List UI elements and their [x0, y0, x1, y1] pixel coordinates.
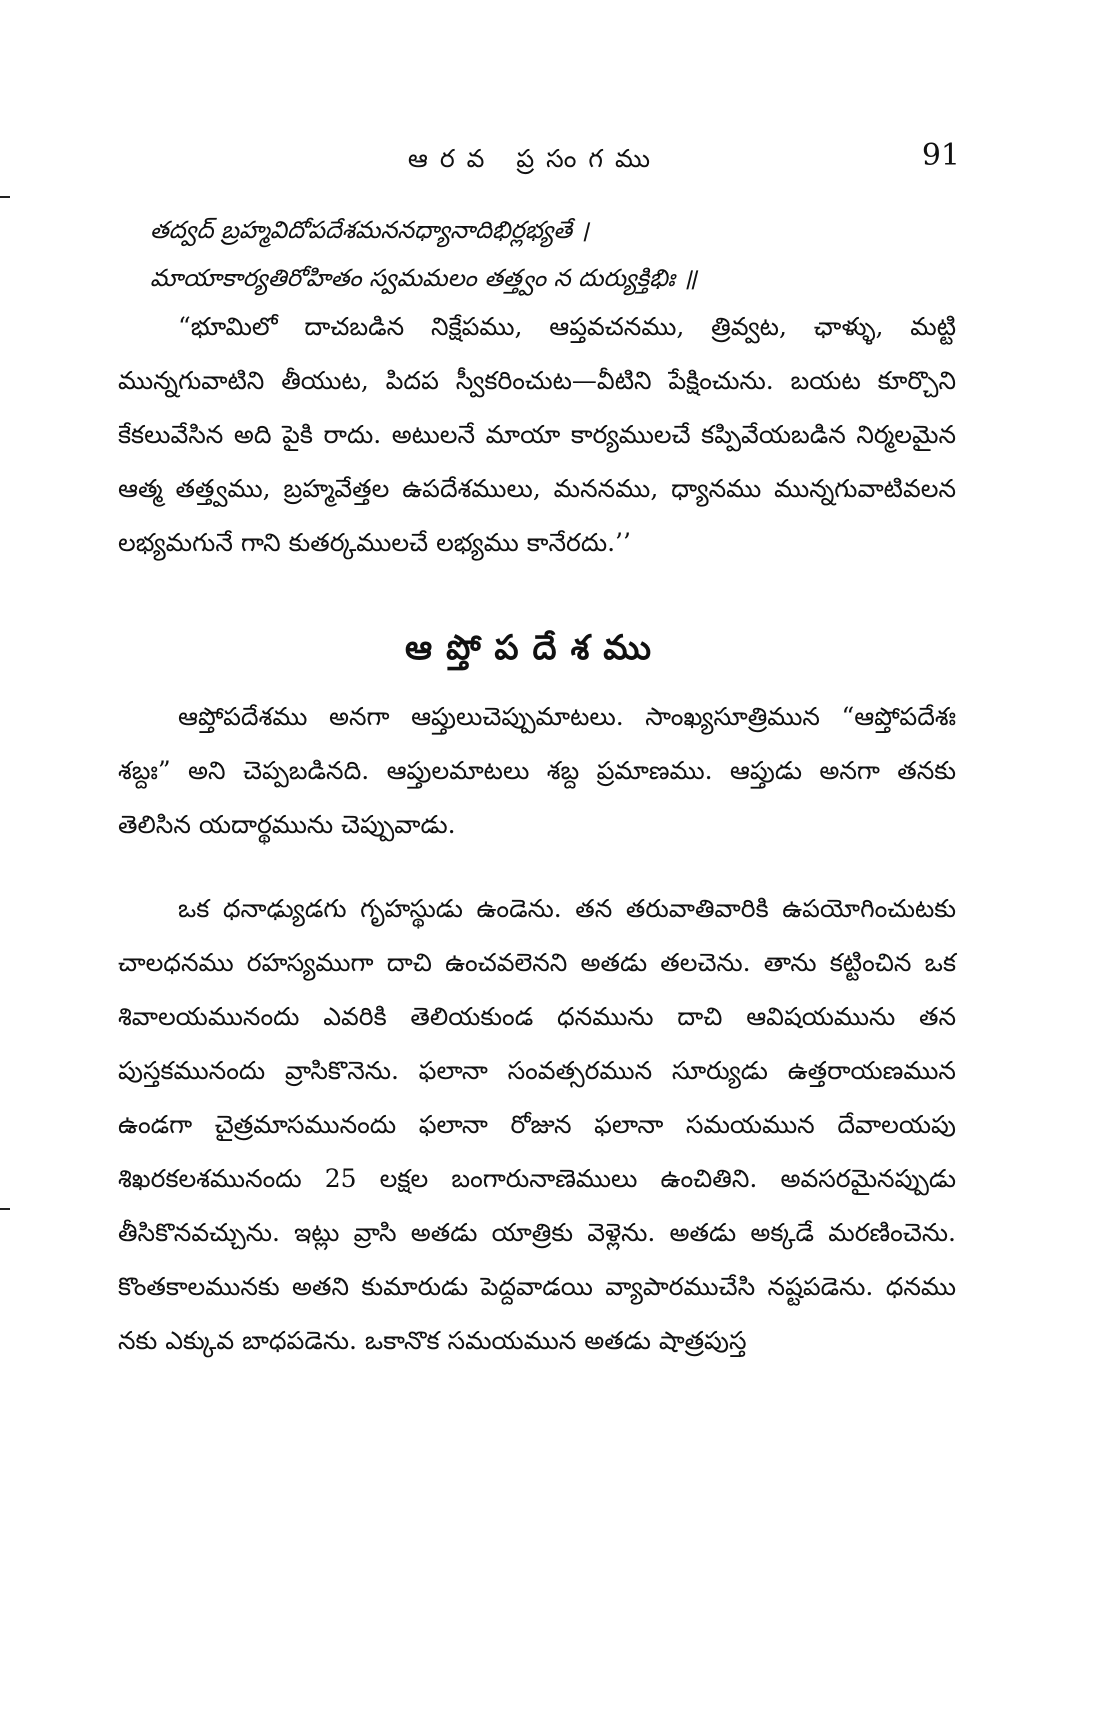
section-heading: ఆప్తోపదేశము	[404, 628, 666, 668]
paragraph-1: ఆప్తోపదేశము అనగా ఆప్తులుచెప్పుమాటలు. సాంఖ్యసూత్రిమున “ఆప్తోపదేశః శబ్దః” అని చెప్పబడినది. ఆప్తులమాటలు శబ్ద ప్రమాణము. ఆప్తుడు అనగా తనకు తెలిసిన యదార్థమును చెప్పువాడు.	[118, 702, 956, 839]
sanskrit-verse	[150, 206, 930, 302]
running-title: ఆరవ ప్రసంగము	[407, 144, 663, 173]
scan-edge-mark	[0, 196, 10, 198]
scan-edge-mark	[0, 1208, 10, 1210]
page-number: 91	[921, 138, 960, 173]
verse-line-1: తద్వద్ బ్రహ్మవిదోపదేశమననధ్యానాదిభిర్లభ్యతే ।	[150, 216, 589, 244]
page-header	[110, 138, 960, 188]
verse-line-2: మాయాకార్యతిరోహితం స్వమమలం తత్త్వం న దుర్యుక్తిభిః ॥	[150, 264, 697, 292]
paragraph-2: ఒక ధనాఢ్యుడగు గృహస్థుడు ఉండెను. తన తరువాతివారికి ఉపయోగించుటకు చాలధనము రహస్యముగా దాచి ఉంచవలెనని అతడు తలచెను. తాను కట్టించిన ఒక శివాలయమునందు ఎవరికి తెలియకుండ ధనమును దాచి ఆవిషయమును తన పుస్తకమునందు వ్రాసికొనెను. ఫలానా సంవత్సరమున సూర్యుడు ఉత్తరాయణమున ఉండగా చైత్రమాసమునందు ఫలానా రోజున ఫలానా సమయమున దేవాలయపు శిఖరకలశమునందు 25 లక్షల బంగారునాణెములు ఉంచితిని. అవసరమైనప్పుడు తీసికొనవచ్చును. ఇట్లు వ్రాసి అతడు యాత్రికు వెళ్లెను. అతడు అక్కడే మరణించెను. కొంతకాలమునకు అతని కుమారుడు పెద్దవాడయి వ్యాపారముచేసి నష్టపడెను. ధనము నకు ఎక్కువ బాధపడెను. ఒకానొక సమయమున అతడు షాత్రపుస్త	[118, 894, 956, 1355]
quote-paragraph: “భూమిలో దాచబడిన నిక్షేపము, ఆప్తవచనము, త్రివ్వట, ఛాళ్ళు, మట్టి మున్నగువాటిని తీయుట, పిదప స్వీకరించుట—వీటిని పేక్షించును. బయట కూర్చొని కేకలువేసిన అది పైకి రాదు. అటులనే మాయా కార్యములచే కప్పివేయబడిన నిర్మలమైన ఆత్మ తత్త్వము, బ్రహ్మవేత్తల ఉపదేశములు, మననము, ధ్యానము మున్నగువాటివలన లభ్యమగునే గాని కుతర్కములచే లభ్యము కానేరదు.’’	[118, 312, 956, 557]
